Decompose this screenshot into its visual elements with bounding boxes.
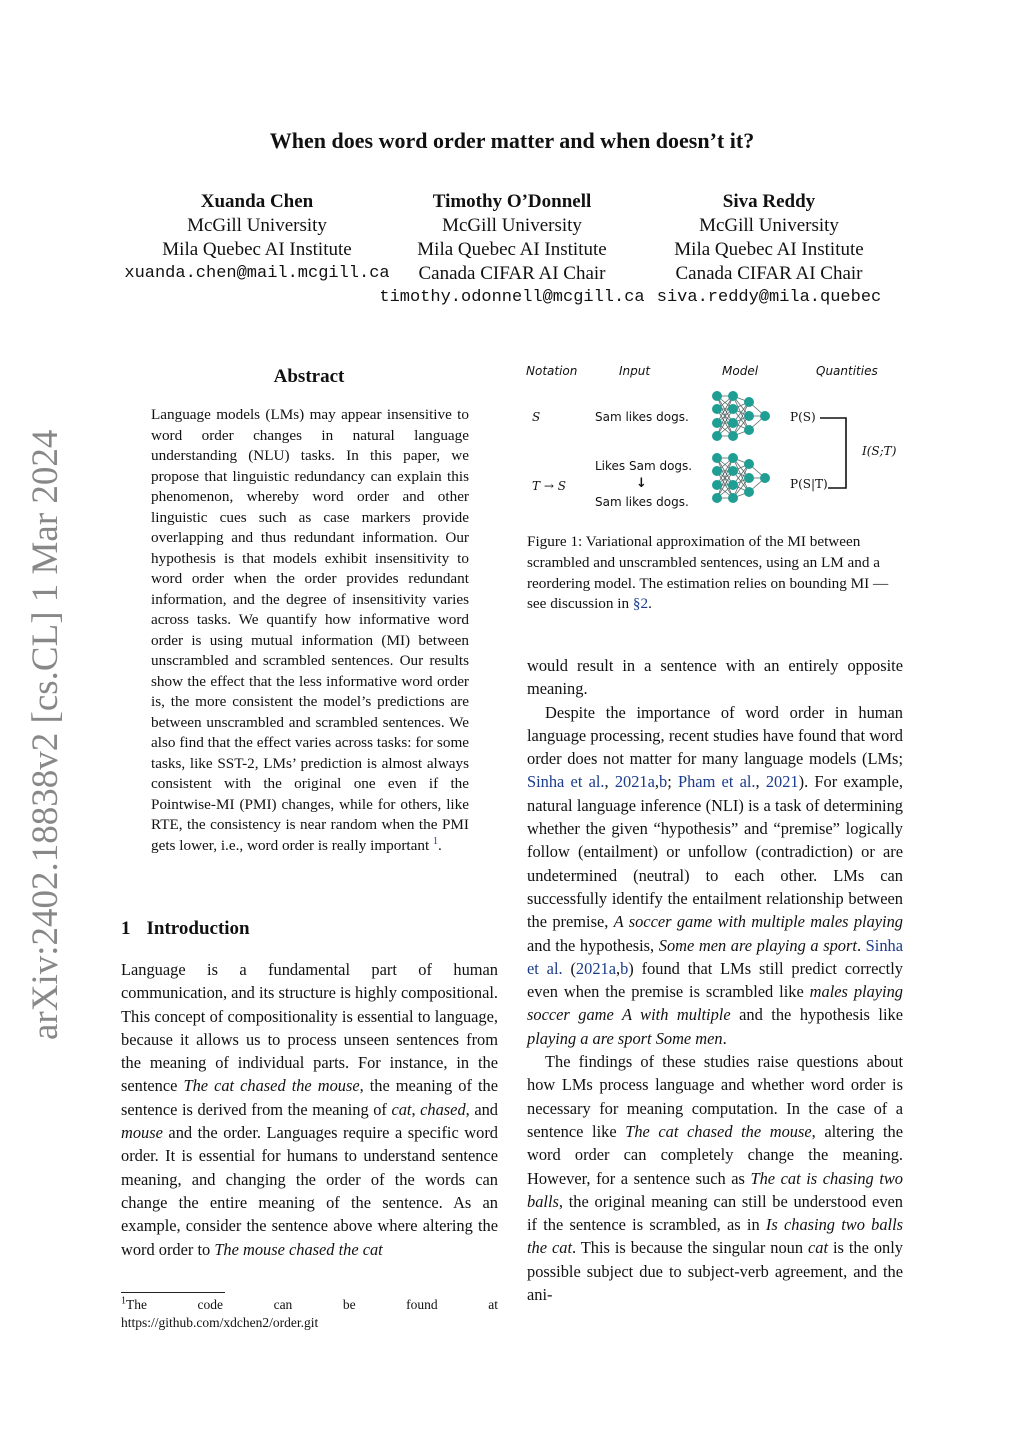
author-email: siva.reddy@mila.quebec: [656, 288, 882, 307]
network-node: [744, 459, 754, 469]
footnote-ref[interactable]: 1: [432, 835, 438, 847]
network-node: [712, 418, 722, 428]
citation-link[interactable]: Sinha et al.: [527, 772, 605, 792]
neural-network-icon: [712, 391, 770, 441]
author-affiliation: Canada CIFAR AI Chair: [675, 263, 863, 284]
citation-link[interactable]: Pham et al.: [678, 772, 756, 792]
footnote-word: found: [406, 1297, 438, 1312]
text: The findings of these studies raise questions about how LMs process language and whether word order is necessary for meaning computation. In the case of a sentence like: [527, 1052, 903, 1141]
intro-paragraph-1: [121, 958, 498, 1261]
network-node: [744, 411, 754, 421]
paragraph: [527, 1050, 903, 1306]
network-node: [712, 453, 722, 463]
footnote-word: code: [197, 1297, 224, 1312]
citation-link[interactable]: 2021a: [614, 772, 655, 792]
text: ,: [411, 1099, 421, 1119]
text: , altering the word order can completely change the meaning. However, for a sentence such as: [527, 1121, 903, 1188]
author-email: timothy.odonnell@mcgill.ca: [379, 288, 645, 307]
author-block-2: [378, 190, 646, 310]
network-node: [728, 391, 738, 401]
down-arrow-icon: ↓: [636, 476, 647, 491]
author-affiliation: McGill University: [442, 215, 582, 236]
network-node: [712, 493, 722, 503]
footnote-url[interactable]: https://github.com/xdchen2/order.git: [121, 1315, 319, 1330]
citation-link[interactable]: 2021: [765, 772, 799, 792]
text: ,: [615, 958, 621, 978]
text-italic: Is chasing two balls the cat: [527, 1215, 903, 1258]
author-name: Timothy O’Donnell: [432, 191, 592, 212]
author-email: xuanda.chen@mail.mcgill.ca: [124, 264, 390, 283]
text: ,: [604, 772, 615, 792]
figure-quantity-pst: P(S|T): [790, 477, 828, 491]
arxiv-stamp: arXiv:2402.18838v2 [cs.CL] 1 Mar 2024: [25, 429, 66, 1040]
section-number: 1: [121, 918, 131, 939]
text: , the original meaning can still be understood even if the sentence is scrambled, as in: [527, 1191, 903, 1235]
network-node: [728, 493, 738, 503]
text-italic: mouse: [121, 1123, 163, 1143]
text-italic: The cat chased the mouse: [625, 1121, 812, 1141]
paragraph: [527, 701, 903, 1050]
footnote-word: The: [126, 1297, 147, 1312]
network-node: [728, 418, 738, 428]
network-node: [728, 431, 738, 441]
figure-1: [522, 356, 906, 526]
figure-notation-s: S: [532, 410, 541, 424]
paragraph: would result in a sentence with an entirely opposite meaning.: [527, 656, 903, 699]
text-italic: males playing soccer game A with multiple: [527, 982, 903, 1025]
text: and the order. Languages require a specific word order. It is essential for humans to understand sentence meaning, and changing the order of the words can change the entire meaning of the sentence. As an example, consider the sentence above where altering the word order to: [121, 1123, 498, 1259]
network-node: [760, 473, 770, 483]
abstract-heading: Abstract: [273, 366, 345, 387]
text-italic: chased: [420, 1099, 466, 1119]
section-heading-introduction: [121, 918, 250, 940]
abstract-text: Language models (LMs) may appear insensitive to word order changes in natural language understanding (NLU) tasks. In this paper, we propose that linguistic redundancy can explain this phenomenon, whereby word order and other linguistic cues such as case markers provide overlapping and thus redundant information. Our hypothesis is that models exhibit insensitivity to word order when the order provides redundant information, and the degree of insensitivity varies across tasks. We quantify how informative word order is using mutual information (MI) between unscrambled and scrambled sentences. Our results show the effect that the less informative word order is, the more consistent the model’s predictions are between unscrambled and scrambled sentences. We also find that the effect varies across tasks: for some tasks, like SST-2, LMs’ prediction is almost always consistent with the original one even if the Pointwise-MI (PMI) changes, while for others, like RTE, the consistency is near random when the PMI gets lower, i.e., word order is really important $^1$.: [151, 406, 469, 854]
network-node: [712, 404, 722, 414]
text-italic: The mouse chased the cat: [214, 1239, 383, 1259]
author-block-1: [122, 190, 392, 286]
network-node: [744, 397, 754, 407]
figure-network-diagram: [522, 356, 906, 526]
text-italic: The cat chased the mouse: [183, 1076, 360, 1096]
network-node: [728, 480, 738, 490]
author-affiliation: McGill University: [187, 215, 327, 236]
network-node: [744, 425, 754, 435]
text: Despite the importance of word order in human language processing, recent studies have found that word order does not matter for many language models (LMs;: [527, 702, 903, 769]
figure-header-notation: Notation: [526, 364, 578, 378]
author-affiliation: Canada CIFAR AI Chair: [418, 263, 606, 284]
author-name: Xuanda Chen: [200, 191, 314, 212]
figure-header-input: Input: [619, 364, 651, 378]
text: and the hypothesis like: [730, 1005, 904, 1025]
author-affiliation: Mila Quebec AI Institute: [674, 239, 864, 260]
network-node: [712, 466, 722, 476]
network-node: [744, 473, 754, 483]
text: . This is because the singular noun: [572, 1238, 809, 1258]
text: , the meaning of the sentence is derived from the meaning of: [121, 1076, 498, 1119]
footnote-word: be: [342, 1297, 356, 1312]
citation-link[interactable]: b: [659, 772, 668, 792]
abstract-body: Language models (LMs) may appear insensitive to word order changes in natural language understanding (NLU) tasks. In this paper, we propose that linguistic redundancy can explain this phenomenon, whereby word order and other linguistic cues such as case markers provide overlapping and thus redundant information. Our hypothesis is that models exhibit insensitivity to word order when the order provides redundant information, and the degree of insensitivity varies across tasks. We quantify how informative word order is using mutual information (MI) between unscrambled and scrambled sentences. Our results show the effect that the less informative word order is, the more consistent the model’s predictions are between unscrambled and scrambled sentences. We also find that the effect varies across tasks: for some tasks, like SST-2, LMs’ prediction is almost always consistent with the original one even if the Pointwise-MI (PMI) changes, while for others, like RTE, the consistency is near random when the PMI gets lower, i.e., word order is really important: [151, 406, 469, 854]
footnote: [121, 1296, 498, 1332]
text: Language is a fundamental part of human communication, and its structure is highly compositional. This concept of compositionality is essential to language, because it allows us to process unseen sentences from the meaning of individual parts. For instance, in the sentence: [121, 960, 498, 1096]
text: ). For example, natural language inference (NLI) is a task of determining whether the given “hypothesis” and “premise” logically follow (entailment) or unfollow (contradiction) or are undetermined (neutral) to each other. LMs can successfully identify the entailment relationship between the premise,: [527, 772, 903, 932]
caption-text: Figure 1: Variational approximation of the MI between scrambled and unscrambled sentences, using an LM and a reordering model. The estimation relies on bounding MI —see discussion in: [527, 533, 889, 613]
figure-input-2-scrambled: Likes Sam dogs.: [595, 459, 693, 473]
figure-header-model: Model: [722, 364, 759, 378]
author-block-3: [654, 190, 884, 310]
section-link[interactable]: §2: [632, 595, 649, 613]
network-node: [712, 391, 722, 401]
author-name: Siva Reddy: [722, 191, 816, 212]
network-node: [760, 411, 770, 421]
text: , and: [465, 1099, 498, 1119]
citation-link[interactable]: Sinha et al.: [527, 935, 903, 978]
figure-header-quantities: Quantities: [816, 364, 878, 378]
citation-link[interactable]: b: [620, 958, 629, 978]
footnote-word: at: [488, 1297, 498, 1312]
network-node: [712, 431, 722, 441]
text-italic: cat: [808, 1238, 829, 1258]
text: .: [856, 935, 866, 955]
network-node: [728, 466, 738, 476]
network-node: [744, 487, 754, 497]
paper-title: When does word order matter and when doesn’t it?: [269, 128, 755, 153]
figure-notation-ts: T → S: [532, 479, 566, 493]
text: and the hypothesis,: [527, 935, 659, 955]
figure-input-1: Sam likes dogs.: [595, 410, 689, 424]
text: is the only possible subject due to subject-verb agreement, and the ani-: [527, 1238, 903, 1305]
footnote-rule: [121, 1292, 225, 1293]
footnote-word: can: [273, 1297, 293, 1312]
network-node: [712, 480, 722, 490]
author-affiliation: Mila Quebec AI Institute: [417, 239, 607, 260]
figure-caption: [527, 532, 903, 615]
figure-quantity-ps: P(S): [790, 410, 816, 424]
text: ;: [667, 772, 678, 792]
text: ) found that LMs still predict correctly even when the premise is scrambled like: [527, 958, 903, 1002]
figure-input-2: Sam likes dogs.: [595, 495, 689, 509]
text: (: [562, 958, 576, 978]
network-node: [728, 453, 738, 463]
author-affiliation: McGill University: [699, 215, 839, 236]
right-column-body: [527, 654, 903, 1306]
neural-network-icon: [712, 453, 770, 503]
text-italic: cat: [391, 1099, 412, 1119]
text-italic: The cat is chasing two balls: [527, 1168, 904, 1211]
figure-mi-label: I(S;T): [862, 444, 897, 458]
text: ,: [654, 772, 660, 792]
citation-link[interactable]: 2021a: [575, 958, 616, 978]
text-italic: A soccer game with multiple males playing: [613, 912, 903, 932]
text: ,: [755, 772, 766, 792]
section-title: Introduction: [146, 918, 250, 939]
network-node: [728, 404, 738, 414]
caption-end: .: [648, 595, 652, 613]
author-affiliation: Mila Quebec AI Institute: [162, 239, 352, 260]
text: .: [722, 1028, 727, 1048]
text-italic: playing a are sport Some men: [527, 1028, 723, 1048]
mi-bracket: [820, 418, 846, 488]
footnote-mark: 1: [121, 1295, 126, 1307]
text-italic: Some men are playing a sport: [658, 935, 857, 955]
